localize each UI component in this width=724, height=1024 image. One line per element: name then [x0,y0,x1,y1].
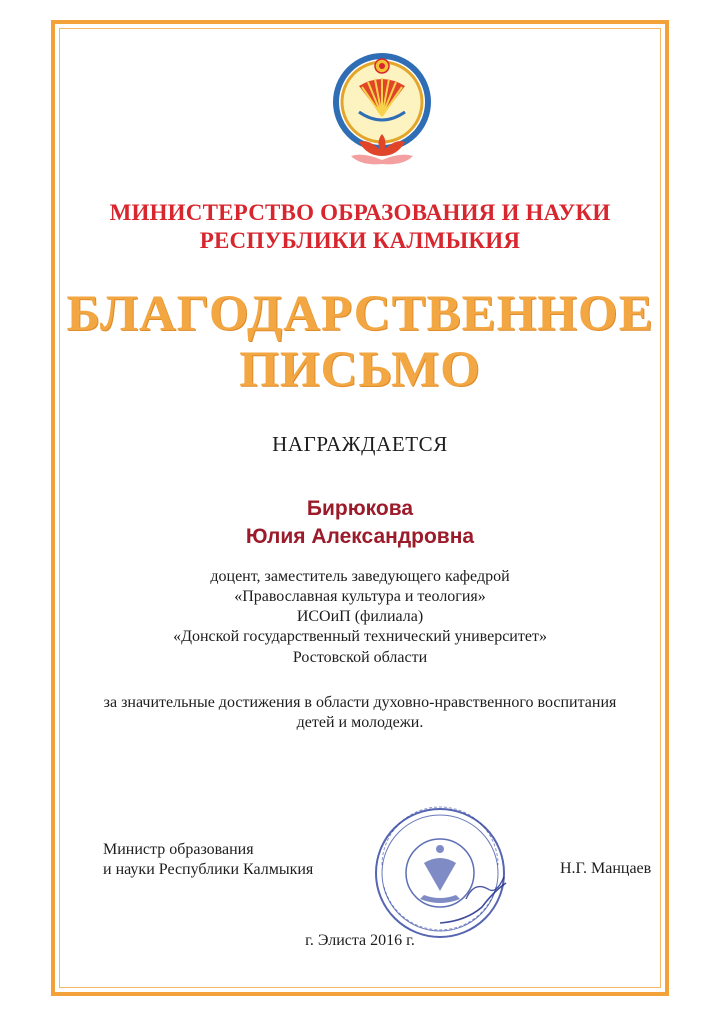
recipient-given-name: Юлия Александровна [245,525,475,548]
signatory-title-line1: Министр образования [103,841,254,858]
signatory-name: Н.Г. Манцаев [560,860,652,877]
document-title-line1: БЛАГОДАРСТВЕННОЕ [66,286,654,342]
merit-text-line: за значительные достижения в области духовно-нравственного воспитания [103,694,617,711]
position-line: Ростовской области [292,649,428,666]
position-line: ИСОиП (филиала) [296,608,424,625]
ministry-name-line2: РЕСПУБЛИКИ КАЛМЫКИЯ [199,228,521,253]
awarded-heading: НАГРАЖДАЕТСЯ [272,432,448,456]
official-stamp-icon [370,803,510,943]
document-title-line2: ПИСЬМО [239,342,481,398]
signatory-title-line2: и науки Республики Калмыкия [103,861,314,878]
position-line: «Донской государственный технический университет» [173,628,547,645]
position-line: доцент, заместитель заведующего кафедрой [210,568,510,585]
kalmykia-emblem-icon [329,52,435,170]
merit-text-line: детей и молодежи. [296,714,424,731]
place-and-date: г. Элиста 2016 г. [305,932,415,949]
recipient-surname: Бирюкова [306,497,414,520]
position-line: «Православная культура и теология» [234,588,486,605]
ministry-name-line1: МИНИСТЕРСТВО ОБРАЗОВАНИЯ И НАУКИ [109,200,611,225]
